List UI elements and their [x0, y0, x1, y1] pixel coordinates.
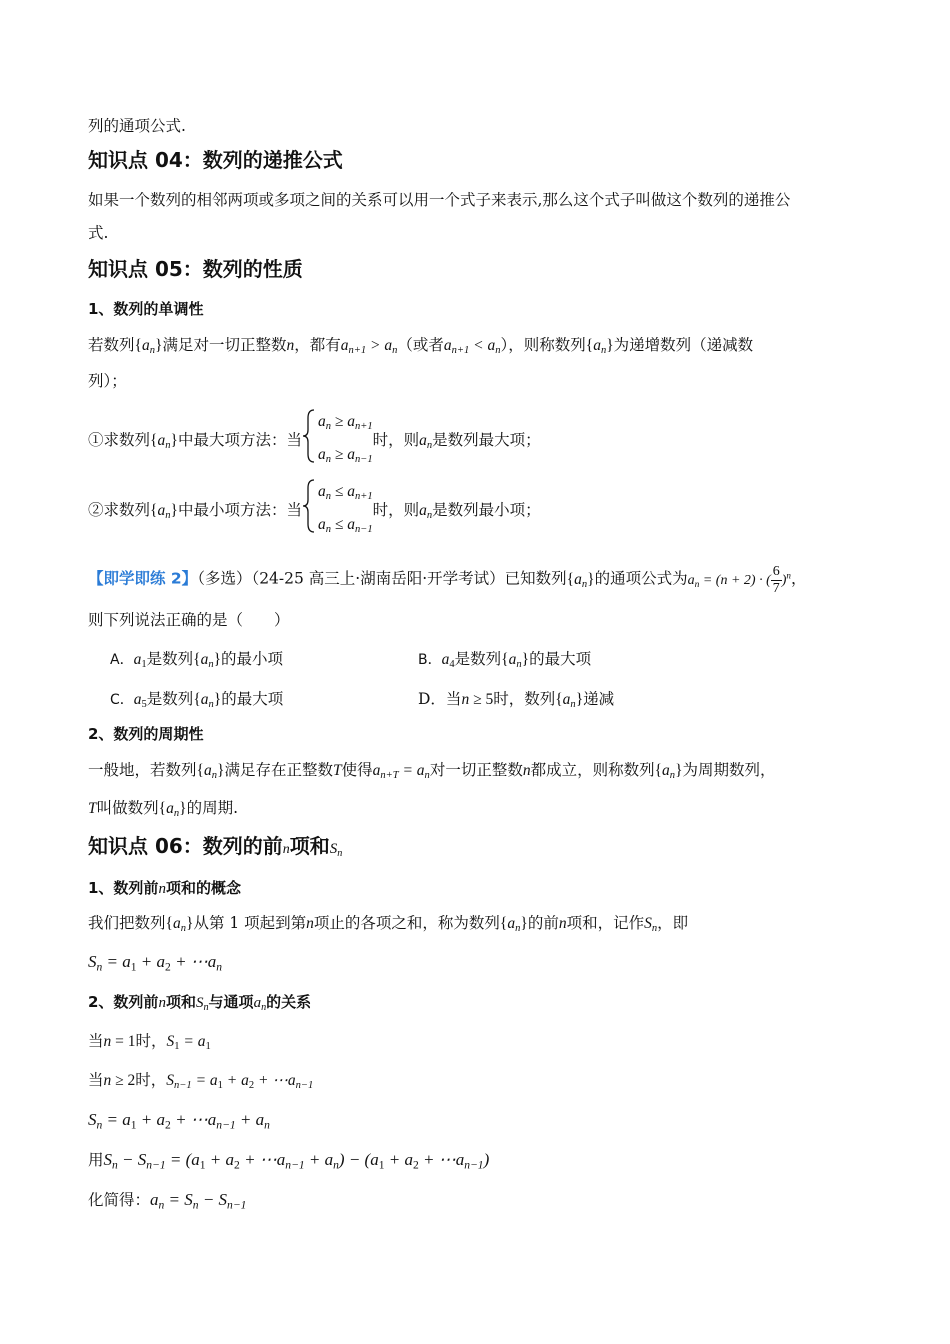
- text: 使得: [341, 761, 373, 779]
- text: 叫做数列: [96, 799, 159, 817]
- text: 的通项公式为: [594, 569, 688, 588]
- text: ，即: [657, 914, 689, 932]
- option-a[interactable]: [110, 647, 283, 670]
- text: 为周期数列，: [682, 761, 776, 779]
- monotonicity-definition-cont: 列）；: [88, 372, 127, 390]
- text: 是数列最小项；: [432, 501, 541, 520]
- subtraction-step: [88, 1150, 489, 1175]
- text: 为递增数列（递减数: [613, 336, 754, 354]
- heading-kp06: [88, 836, 342, 864]
- text: 是数列: [454, 650, 502, 668]
- formula: $a_n = (n + 2)$ · ( $\frac{6}{7}$ )$^n$: [687, 563, 791, 596]
- text: 用: [88, 1151, 104, 1169]
- text: 的前: [527, 914, 559, 932]
- formula: $a_{n+1} < a_n$: [443, 337, 501, 357]
- text: 是数列: [146, 690, 194, 708]
- text: 项和的概念: [165, 879, 241, 897]
- text: 化简得：: [88, 1191, 151, 1209]
- text: 时，数列: [493, 690, 556, 708]
- formula: $S_n$: [195, 995, 209, 1014]
- text: 时，则: [372, 431, 420, 450]
- formula: n: [522, 762, 531, 779]
- formula: $a_{n+T} = a_n$: [372, 762, 430, 782]
- text: 若数列: [88, 336, 135, 354]
- option-label: B．: [418, 652, 442, 668]
- periodicity-definition: [88, 760, 776, 786]
- formula: $S_1 = a_1$: [166, 1033, 211, 1053]
- text: 是数列最大项；: [432, 431, 541, 450]
- formula: $a_n$: [253, 995, 267, 1014]
- text: ，: [790, 569, 807, 588]
- option-c[interactable]: [110, 687, 283, 710]
- text: 的周期.: [186, 799, 238, 817]
- inequality-system: $a_n \ge a_{n+1}$ $a_n \ge a_{n-1}$: [302, 408, 373, 474]
- text: 从第 1 项起到第: [193, 914, 307, 932]
- text: 一般地，若数列: [88, 761, 197, 779]
- heading-kp04: 知识点 04：数列的递推公式: [88, 148, 343, 172]
- formula: $a_n$: [419, 502, 433, 522]
- formula: n: [158, 881, 166, 897]
- text: 时，: [135, 1032, 167, 1050]
- sum-definition: [88, 913, 688, 939]
- simplified-result: [88, 1190, 246, 1215]
- exercise-question: 则下列说法正确的是（ ）: [88, 611, 290, 629]
- text: 的最小项: [221, 650, 284, 668]
- text: 项和: [165, 993, 196, 1011]
- exercise-tag: 【即学即练 2】: [88, 569, 198, 588]
- case-n-geq-2: [88, 1070, 313, 1096]
- formula: $\{a_n\}$: [165, 915, 194, 935]
- option-label: D．当: [418, 690, 462, 708]
- text: 项和: [289, 834, 330, 858]
- text: 当: [88, 1032, 104, 1050]
- text: 时，则: [372, 501, 420, 520]
- formula: n ≥ 2: [103, 1072, 136, 1089]
- text: 递减: [583, 690, 615, 708]
- formula: n ≥ 5: [461, 691, 494, 708]
- formula: $a_1$: [133, 651, 147, 671]
- formula: $\{a_n\}$: [158, 800, 187, 820]
- formula-sn-expanded: $S_n = a_1 + a_2$ + $\cdots a_{n-1} + a_n$: [88, 1110, 270, 1132]
- option-b[interactable]: [418, 647, 591, 670]
- text: 满足存在正整数: [224, 761, 333, 779]
- formula: n: [158, 995, 166, 1011]
- formula: $\{a_n\}$: [499, 915, 528, 935]
- text: 中最小项方法：当: [177, 501, 302, 520]
- text: 项和，记作: [566, 914, 645, 932]
- subheading-periodicity: 2、数列的周期性: [88, 725, 204, 743]
- subheading-sum-concept: [88, 878, 241, 899]
- formula: $\{a_n\}$: [193, 651, 222, 671]
- option-label: A．: [110, 652, 134, 668]
- formula: $\{a_n\}$: [134, 337, 163, 357]
- formula: $a_5$: [133, 691, 147, 711]
- formula: $\{a_n\}$: [654, 762, 683, 782]
- formula: $\{a_n\}$: [501, 651, 530, 671]
- formula: $a_4$: [441, 651, 455, 671]
- text: 我们把数列: [88, 914, 166, 932]
- formula: n: [286, 337, 295, 354]
- formula: n = 1: [103, 1033, 136, 1050]
- subheading-sum-relation: [88, 992, 311, 1018]
- option-label: C．: [110, 692, 134, 708]
- formula: n: [558, 915, 567, 932]
- inequality-system: $a_n \le a_{n+1}$ $a_n \le a_{n-1}$: [302, 478, 373, 544]
- formula: $\{a_n\}$: [150, 502, 178, 522]
- periodicity-definition-cont: [88, 798, 238, 824]
- text: ，都有: [294, 336, 341, 354]
- text: 与通项: [208, 993, 254, 1011]
- formula: $S_{n-1} = a_1 + a_2$ + $\cdots a_{n-1}$: [166, 1072, 314, 1092]
- option-d[interactable]: [418, 687, 614, 710]
- formula: $a_n$: [419, 432, 433, 452]
- text: （或者: [397, 336, 444, 354]
- text: 中最大项方法：当: [177, 431, 302, 450]
- text: 1、数列前: [88, 879, 159, 897]
- text-line: 列的通项公式.: [88, 117, 186, 135]
- formula: $a_{n+1} > a_n$: [340, 337, 398, 357]
- formula: n: [282, 842, 290, 857]
- text: 项止的各项之和，称为数列: [313, 914, 500, 932]
- max-term-method: [88, 408, 541, 474]
- formula: n: [306, 915, 314, 932]
- text: 的最大项: [529, 650, 592, 668]
- formula: $\{a_n\}$: [193, 691, 222, 711]
- text: ），则称数列: [500, 336, 586, 354]
- case-n-equals-1: [88, 1031, 211, 1057]
- formula: $\{a_n\}$: [196, 762, 225, 782]
- text: 的关系: [266, 993, 312, 1011]
- formula: $S_n$: [329, 841, 343, 860]
- text: 时，: [135, 1071, 167, 1089]
- formula: $S_n - S_{n-1} = (a_1 + a_2$ + $\cdots a_{n-1} + a_n) - (a_1 + a_2$ + $\cdots a_{n-1}$): [103, 1150, 490, 1172]
- formula: $\{a_n\}$: [566, 570, 595, 590]
- text: 的最大项: [221, 690, 284, 708]
- formula: $\{a_n\}$: [585, 337, 614, 357]
- formula: $\{a_n\}$: [150, 432, 178, 452]
- subheading-monotonicity: 1、数列的单调性: [88, 300, 204, 318]
- formula: $a_n = S_n - S_{n-1}$: [150, 1190, 247, 1212]
- text: 都成立，则称数列: [530, 761, 655, 779]
- paragraph-recursion-cont: 式.: [88, 224, 109, 242]
- paragraph-recursion: 如果一个数列的相邻两项或多项之间的关系可以用一个式子来表示,那么这个式子叫做这个数列的递推公: [88, 191, 791, 209]
- text: 2、数列前: [88, 993, 159, 1011]
- text: （多选）（24-25 高三上·湖南岳阳·开学考试）已知数列: [197, 569, 567, 588]
- formula-sum: $S_n = a_1 + a_2$ + $\cdots a_n$: [88, 952, 223, 974]
- text: ①求数列: [88, 431, 151, 450]
- formula: $\{a_n\}$: [555, 691, 584, 711]
- exercise-stem: [88, 562, 806, 598]
- min-term-method: [88, 478, 541, 544]
- monotonicity-definition: [88, 335, 753, 361]
- heading-kp05: 知识点 05：数列的性质: [88, 257, 303, 281]
- formula: T: [88, 800, 97, 817]
- text: 知识点 06：数列的前: [88, 834, 283, 858]
- text: ②求数列: [88, 501, 151, 520]
- text: 满足对一切正整数: [162, 336, 287, 354]
- text: 当: [88, 1071, 104, 1089]
- formula: $S_n$: [644, 915, 658, 935]
- text: 对一切正整数: [429, 761, 523, 779]
- text: 是数列: [146, 650, 194, 668]
- formula: T: [332, 762, 342, 779]
